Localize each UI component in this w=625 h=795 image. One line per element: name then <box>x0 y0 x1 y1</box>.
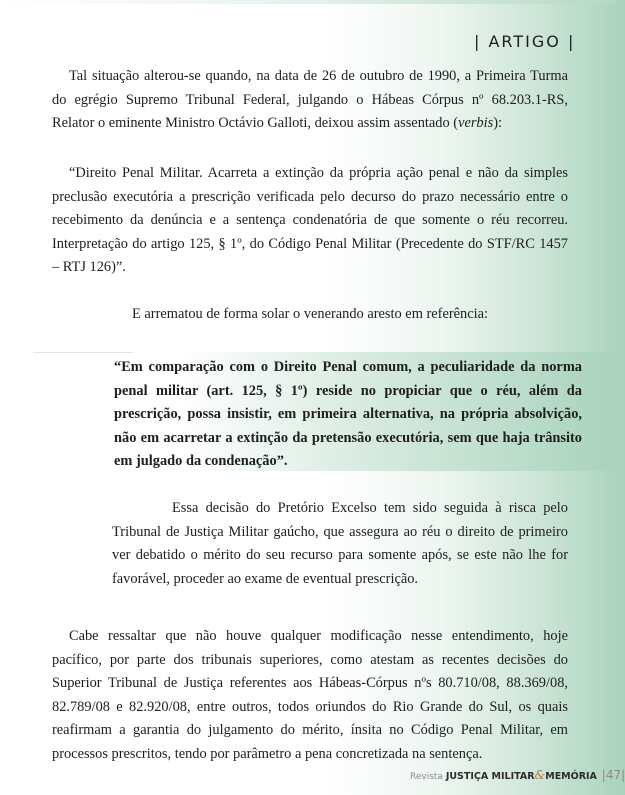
section-tag: | ARTIGO | <box>474 32 576 51</box>
footer-prefix: Revista <box>410 772 446 782</box>
paragraph-citation: “Direito Penal Militar. Acarreta a extinção da própria ação penal e não da simples preclusão executória a prescrição verificada pelo decurso do prazo necessário entre o recebimento da denúncia e a sentença condenatória de que somente o réu recorreu. Interpretação do artigo 125, § 1º, do Código Penal Militar (Precedente do STF/RC 1457 – RTJ 126)”. <box>52 165 568 275</box>
highlighted-quote: “Em comparação com o Direito Penal comum, a peculiaridade da norma penal militar (art. 125, § 1º) reside no propiciar que o réu, além da prescrição, possa insistir, em primeira alternativa, na própria absolvição, não em acarretar a extinção da pretensão executória, sem que haja trânsito em julgado da condenação”. <box>114 359 582 469</box>
paragraph-intro-text: Tal situação alterou-se quando, na data de 26 de outubro de 1990, a Primeira Turma do egrégio Supremo Tribunal Federal, julgando o Hábeas Córpus nº 68.203.1-RS, Relator o eminente Ministro Octávio Galloti, deixou assim assentado ( <box>52 68 568 131</box>
paragraph-intro <box>52 65 568 136</box>
footer-memoria: MEMÓRIA <box>545 771 597 782</box>
page-footer <box>410 768 625 782</box>
quote-top-rule <box>33 352 133 353</box>
top-decorative-strip <box>0 0 616 4</box>
paragraph-conclusion: Cabe ressaltar que não houve qualquer modificação nesse entendimento, hoje pacífico, por parte dos tribunais superiores, como atestam as recentes decisões do Superior Tribunal de Justiça referentes aos Hábeas-Córpus nºs 80.710/08, 88.369/08, 82.789/08 e 82.920/08, entre outros, todos oriundos do Rio Grande do Sul, os quais reafirmam a garantia do julgamento do mérito, ínsita no Código Penal Militar, em processos prescritos, tendo por parâmetro a pena concretizada na sentença. <box>52 628 568 762</box>
paragraph-transition: E arrematou de forma solar o venerando aresto em referência: <box>132 306 488 322</box>
page-number: |47| <box>601 768 625 782</box>
verbis-italic: verbis <box>458 115 494 131</box>
paragraph-intro-end: ): <box>493 115 503 131</box>
footer-magazine-title: JUSTIÇA MILITAR <box>445 771 535 782</box>
paragraph-decision: Essa decisão do Pretório Excelso tem sido seguida à risca pelo Tribunal de Justiça Militar gaúcho, que assegura ao réu o direito de primeiro ver debatido o mérito do seu recurso para somente após, se este não lhe for favorável, proceder ao exame de eventual prescrição. <box>112 500 568 587</box>
footer-ampersand: & <box>534 768 546 782</box>
